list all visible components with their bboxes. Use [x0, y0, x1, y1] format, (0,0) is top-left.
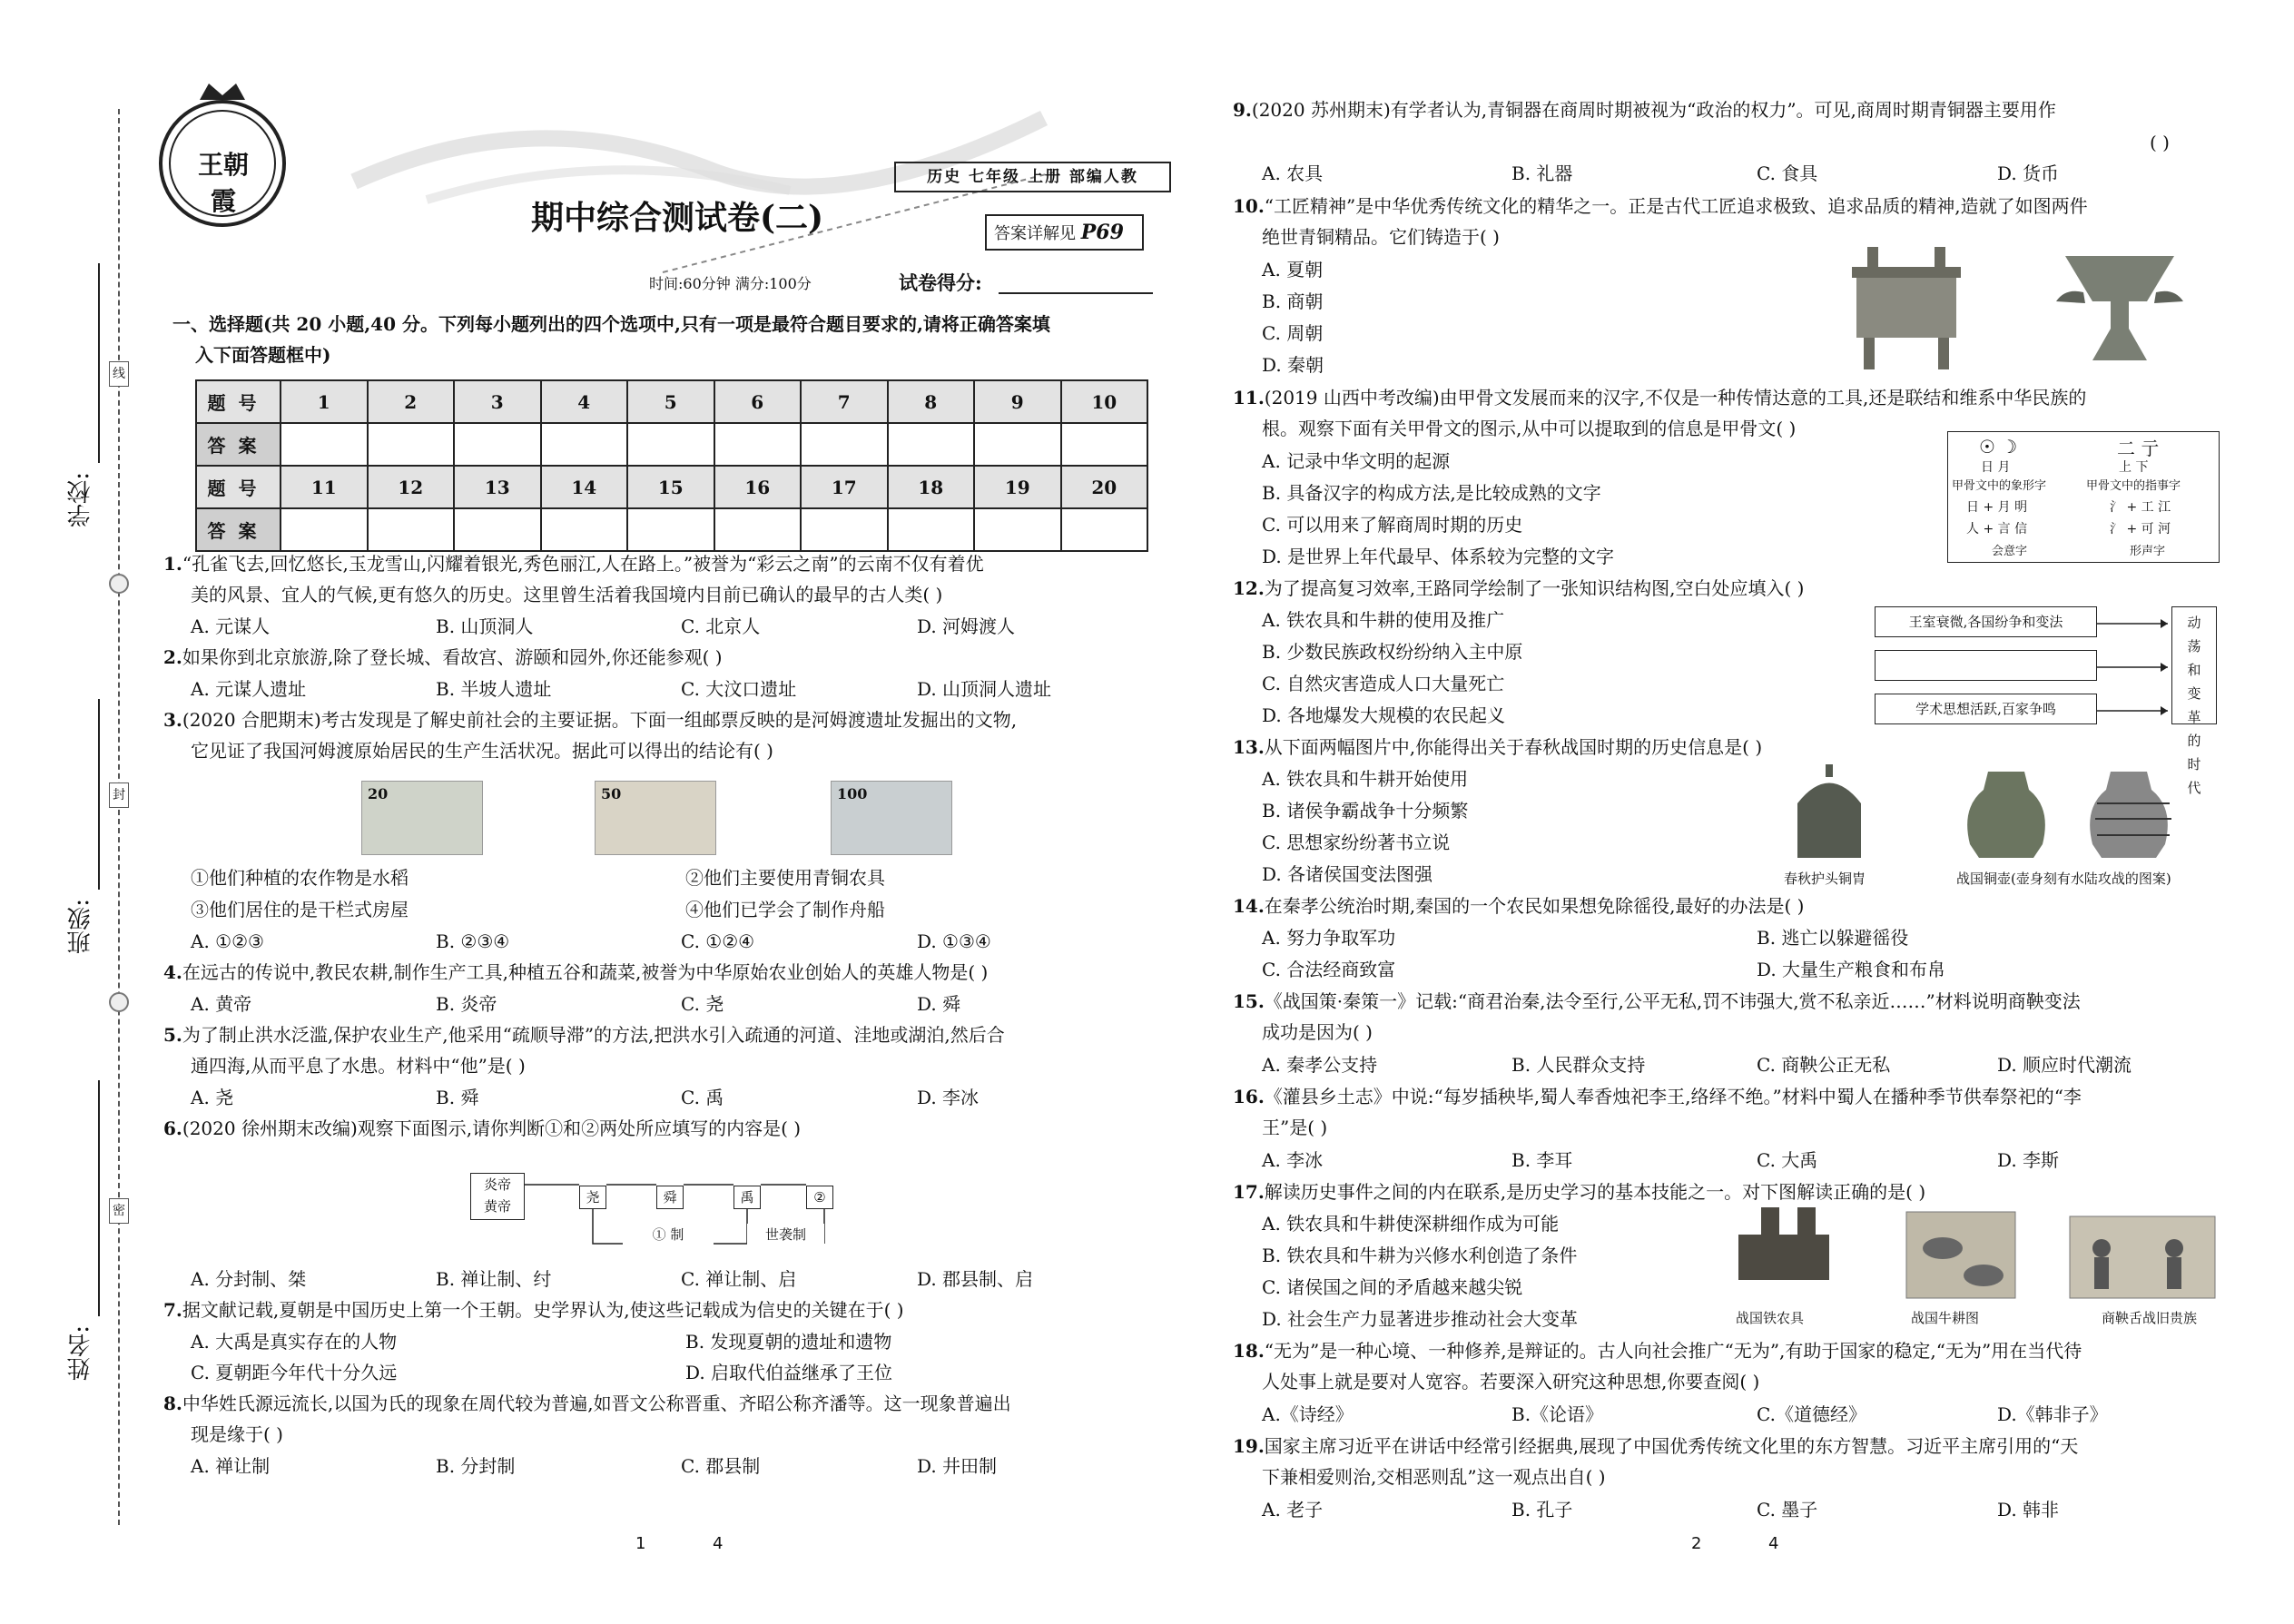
- q-number: 19: [974, 466, 1061, 508]
- q12-box-era: 动荡和变革的时代: [2171, 606, 2217, 724]
- q19-option-d[interactable]: D. 韩非: [1997, 1499, 2060, 1521]
- answer-cell[interactable]: [714, 508, 802, 551]
- q10-option-a[interactable]: A. 夏朝: [1262, 259, 1324, 281]
- q-number: 16: [714, 466, 802, 508]
- question-1-cont: 美的风景、宜人的气候,更有悠久的历史。这里曾生活着我国境内目前已确认的最早的古人类( ): [191, 584, 943, 605]
- q9-option-d[interactable]: D. 货币: [1997, 162, 2060, 184]
- q16-option-b[interactable]: B. 李耳: [1511, 1149, 1573, 1171]
- q12-box-schools: 学术思想活跃,百家争鸣: [1875, 694, 2097, 724]
- q4-option-c[interactable]: C. 尧: [681, 993, 724, 1015]
- q17-option-a[interactable]: A. 铁农具和牛耕使深耕细作成为可能: [1262, 1213, 1560, 1235]
- q17-option-d[interactable]: D. 社会生产力显著进步推动社会大变革: [1262, 1308, 1579, 1330]
- question-8: 8.中华姓氏源远流长,以国为氏的现象在周代较为普遍,如晋文公称晋重、齐昭公称齐潘等。这一现象普遍出: [163, 1393, 1011, 1414]
- answer-cell[interactable]: [974, 508, 1061, 551]
- q6-option-d[interactable]: D. 郡县制、启: [917, 1268, 1034, 1290]
- q-number: 12: [368, 466, 455, 508]
- answer-cell[interactable]: [801, 423, 888, 466]
- q6-box-shun: 舜: [656, 1186, 684, 1209]
- q5-option-a[interactable]: A. 尧: [191, 1087, 234, 1108]
- q18-option-d[interactable]: D.《韩非子》: [1997, 1403, 2108, 1425]
- q17-option-b[interactable]: B. 铁农具和牛耕为兴修水利创造了条件: [1262, 1245, 1578, 1266]
- logo-text: 王朝霞: [197, 150, 249, 216]
- q2-option-a[interactable]: A. 元谋人遗址: [191, 678, 307, 700]
- q6-option-b[interactable]: B. 禅让制、纣: [436, 1268, 552, 1290]
- answer-cell[interactable]: [627, 508, 714, 551]
- q13-option-d[interactable]: D. 各诸侯国变法图强: [1262, 863, 1433, 885]
- iron-tool-caption: 战国铁农具: [1736, 1310, 1805, 1326]
- q18-option-c[interactable]: C.《道德经》: [1757, 1403, 1866, 1425]
- q10-option-c[interactable]: C. 周朝: [1262, 322, 1324, 344]
- oracle-script-figure: ☉ ☽ 二 亍 日 月 上 下 甲骨文中的象形字 甲骨文中的指事字 日 + 月 明 氵 + 工 江 人 + 言 信 氵 + 可 河 会意字 形声字: [1947, 431, 2220, 563]
- q17-images: [1729, 1207, 2220, 1303]
- q-number: 8: [888, 380, 975, 423]
- q13-option-b[interactable]: B. 诸侯争霸战争十分频繁: [1262, 800, 1469, 822]
- subject-tag: 历史 七年级 上册 部编人教: [894, 162, 1171, 192]
- q1-option-d[interactable]: D. 河姆渡人: [917, 615, 1016, 637]
- answer-ref-box: [985, 214, 1144, 251]
- a-label: 答案: [196, 508, 281, 551]
- q-number: 11: [281, 466, 368, 508]
- q6-label-hereditary: 世袭制: [747, 1224, 824, 1247]
- question-6: 6.(2020 徐州期末改编)观察下面图示,请你判断①和②两处所应填写的内容是( ): [163, 1117, 802, 1139]
- q13-option-c[interactable]: C. 思想家纷纷著书立说: [1262, 832, 1451, 853]
- q1-option-a[interactable]: A. 元谋人: [191, 615, 271, 637]
- question-5-cont: 通四海,从而平息了水患。材料中“他”是( ): [191, 1055, 526, 1077]
- answer-cell[interactable]: [281, 423, 368, 466]
- q9-option-a[interactable]: A. 农具: [1262, 162, 1324, 184]
- q4-option-b[interactable]: B. 炎帝: [436, 993, 497, 1015]
- stamp-image: 20: [361, 781, 483, 855]
- question-2: 2.如果你到北京旅游,除了登长城、看故宫、游颐和园外,你还能参观( ): [163, 646, 723, 668]
- answer-table: [195, 379, 1148, 552]
- q3-statement-2: ②他们主要使用青铜农具: [685, 867, 885, 889]
- indicative-glyphs: 二 亍: [2117, 438, 2160, 459]
- name-field[interactable]: [98, 1080, 100, 1316]
- question-16-cont: 王”是( ): [1262, 1117, 1328, 1138]
- question-16: 16.《灌县乡土志》中说:“每岁插秧毕,蜀人奉香烛祀李王,络绎不绝。”材料中蜀人在播种季节供奉祭祀的“李: [1233, 1086, 2082, 1107]
- q9-option-b[interactable]: B. 礼器: [1511, 162, 1573, 184]
- school-field[interactable]: [98, 263, 100, 463]
- q-label: 题号: [196, 380, 281, 423]
- answer-cell[interactable]: [627, 423, 714, 466]
- question-3: 3.(2020 合肥期末)考古发现是了解史前社会的主要证据。下面一组邮票反映的是河姆渡遗址发掘出的文物,: [163, 709, 1018, 731]
- q3-option-d[interactable]: D. ①③④: [917, 930, 991, 952]
- binding-mark-line: 线: [109, 361, 129, 387]
- answer-cell[interactable]: [281, 508, 368, 551]
- answer-cell[interactable]: [368, 423, 455, 466]
- question-15: 15.《战国策·秦策一》记载:“商君治秦,法令至行,公平无私,罚不讳强大,赏不私亲近……”材料说明商鞅变法: [1233, 990, 2081, 1012]
- a-label: 答案: [196, 423, 281, 466]
- page-number-right: 2: [1691, 1534, 1702, 1553]
- q15-option-a[interactable]: A. 秦孝公支持: [1262, 1054, 1378, 1076]
- q18-option-a[interactable]: A.《诗经》: [1262, 1403, 1354, 1425]
- q6-box-blank-2: ②: [806, 1186, 833, 1209]
- q-number: 10: [1061, 380, 1148, 423]
- q8-option-a[interactable]: A. 禅让制: [191, 1455, 271, 1477]
- q-number: 20: [1061, 466, 1148, 508]
- q12-arrows: [2097, 608, 2170, 726]
- table-row: [196, 466, 1147, 508]
- q15-option-c[interactable]: C. 商鞅公正无私: [1757, 1054, 1891, 1076]
- q12-option-b[interactable]: B. 少数民族政权纷纷纳入主中原: [1262, 641, 1523, 663]
- question-12: 12.为了提高复习效率,王路同学绘制了一张知识结构图,空白处应填入( ): [1233, 577, 1805, 599]
- question-18-cont: 人处事上就是要对人宽容。若要深入研究这种思想,你要查阅( ): [1262, 1371, 1760, 1393]
- q19-option-c[interactable]: C. 墨子: [1757, 1499, 1818, 1521]
- q6-label-blank-1: ① 制: [623, 1224, 714, 1247]
- q-label: 题号: [196, 466, 281, 508]
- question-7: 7.据文献记载,夏朝是中国历史上第一个王朝。史学界认为,使这些记载成为信史的关键在于( ): [163, 1299, 904, 1321]
- question-19: 19.国家主席习近平在讲话中经常引经据典,展现了中国优秀传统文化里的东方智慧。习近平主席引用的“天: [1233, 1435, 2079, 1457]
- question-5: 5.为了制止洪水泛滥,保护农业生产,他采用“疏顺导滞”的方法,把洪水引入疏通的河道、洼地或湖泊,然后合: [163, 1024, 1005, 1046]
- q8-option-c[interactable]: C. 郡县制: [681, 1455, 761, 1477]
- q14-option-a[interactable]: A. 努力争取军功: [1262, 927, 1396, 949]
- page-total-right: 4: [1768, 1534, 1779, 1553]
- answer-cell[interactable]: [454, 423, 541, 466]
- q12-option-d[interactable]: D. 各地爆发大规模的农民起义: [1262, 704, 1506, 726]
- q12-box-blank: [1875, 650, 2097, 681]
- answer-cell[interactable]: [454, 508, 541, 551]
- table-row: [196, 508, 1147, 551]
- q10-option-b[interactable]: B. 商朝: [1262, 290, 1324, 312]
- q13-option-a[interactable]: A. 铁农具和牛耕开始使用: [1262, 768, 1469, 790]
- shang-yang-caption: 商鞅舌战旧贵族: [2102, 1310, 2198, 1326]
- q3-statement-4: ④他们已学会了制作舟船: [685, 899, 885, 920]
- q-number: 17: [801, 466, 888, 508]
- question-10-cont: 绝世青铜精品。它们铸造于( ): [1262, 226, 1500, 248]
- punch-hole-icon: [109, 574, 129, 594]
- time-info: 时间:60分钟 满分:100分: [649, 275, 812, 292]
- q3-option-a[interactable]: A. ①②③: [191, 930, 264, 952]
- question-13: 13.从下面两幅图片中,你能得出关于春秋战国时期的历史信息是( ): [1233, 736, 1763, 758]
- q1-option-c[interactable]: C. 北京人: [681, 615, 761, 637]
- q-number: 3: [454, 380, 541, 423]
- q-number: 13: [454, 466, 541, 508]
- page-title: 期中综合测试卷(二): [531, 199, 824, 237]
- q2-option-c[interactable]: C. 大汶口遗址: [681, 678, 797, 700]
- stamp-image: 100: [831, 781, 952, 855]
- answer-ref-text: 答案详解见: [994, 224, 1076, 243]
- q6-box-yandi-huangdi: 炎帝 黄帝: [470, 1173, 525, 1220]
- score-field[interactable]: [999, 292, 1153, 294]
- q7-option-d[interactable]: D. 启取代伯益继承了王位: [685, 1362, 893, 1383]
- question-11-cont: 根。观察下面有关甲骨文的图示,从中可以提取到的信息是甲骨文( ): [1262, 418, 1797, 439]
- table-row: [196, 380, 1147, 423]
- answer-cell[interactable]: [1061, 423, 1148, 466]
- q-number: 18: [888, 466, 975, 508]
- binding-mark-seal: 封: [109, 782, 129, 808]
- q1-option-b[interactable]: B. 山顶洞人: [436, 615, 534, 637]
- q12-option-c[interactable]: C. 自然灾害造成人口大量死亡: [1262, 673, 1505, 694]
- q12-box-royal-decline: 王室衰微,各国纷争和变法: [1875, 606, 2097, 637]
- answer-cell[interactable]: [368, 508, 455, 551]
- q8-option-b[interactable]: B. 分封制: [436, 1455, 516, 1477]
- q11-option-b[interactable]: B. 具备汉字的构成方法,是比较成熟的文字: [1262, 482, 1601, 504]
- q15-option-b[interactable]: B. 人民群众支持: [1511, 1054, 1646, 1076]
- helmet-caption: 春秋护头铜胄: [1784, 871, 1866, 887]
- question-4: 4.在远古的传说中,教民农耕,制作生产工具,种植五谷和蔬菜,被誉为中华原始农业创始人的英雄人物是( ): [163, 961, 989, 983]
- q11-option-a[interactable]: A. 记录中华文明的起源: [1262, 450, 1451, 472]
- page-number-left: 1: [635, 1534, 646, 1553]
- q5-option-c[interactable]: C. 禹: [681, 1087, 724, 1108]
- q5-option-b[interactable]: B. 舜: [436, 1087, 479, 1108]
- q3-option-b[interactable]: B. ②③④: [436, 930, 510, 952]
- q-number: 6: [714, 380, 802, 423]
- bronze-vessels-image: [1847, 247, 2229, 374]
- bronze-helmet-and-pot-image: [1793, 763, 2229, 862]
- q2-option-b[interactable]: B. 半坡人遗址: [436, 678, 552, 700]
- section1-instruction-cont: 入下面答题框中): [195, 344, 331, 366]
- q15-option-d[interactable]: D. 顺应时代潮流: [1997, 1054, 2132, 1076]
- binding-dashed-line: [118, 109, 120, 1525]
- q16-option-c[interactable]: C. 大禹: [1757, 1149, 1818, 1171]
- q10-option-d[interactable]: D. 秦朝: [1262, 354, 1324, 376]
- q-number: 4: [541, 380, 628, 423]
- q11-option-c[interactable]: C. 可以用来了解商周时期的历史: [1262, 514, 1523, 536]
- q-number: 1: [281, 380, 368, 423]
- q14-option-c[interactable]: C. 合法经商致富: [1262, 959, 1396, 980]
- q16-option-d[interactable]: D. 李斯: [1997, 1149, 2060, 1171]
- punch-hole-icon: [109, 992, 129, 1012]
- q2-option-d[interactable]: D. 山顶洞人遗址: [917, 678, 1052, 700]
- answer-ref-page: P69: [1080, 221, 1124, 244]
- q8-option-d[interactable]: D. 井田制: [917, 1455, 998, 1477]
- q-number: 15: [627, 466, 714, 508]
- answer-cell[interactable]: [888, 508, 975, 551]
- q-number: 14: [541, 466, 628, 508]
- question-17: 17.解读历史事件之间的内在联系,是历史学习的基本技能之一。对下图解读正确的是( ): [1233, 1181, 1926, 1203]
- q3-statement-1: ①他们种植的农作物是水稻: [191, 867, 409, 889]
- q19-option-a[interactable]: A. 老子: [1262, 1499, 1324, 1521]
- q-number: 5: [627, 380, 714, 423]
- q16-option-a[interactable]: A. 李冰: [1262, 1149, 1324, 1171]
- q6-option-c[interactable]: C. 禅让制、启: [681, 1268, 797, 1290]
- answer-cell[interactable]: [888, 423, 975, 466]
- q-number: 9: [974, 380, 1061, 423]
- table-row: [196, 423, 1147, 466]
- ox-plow-caption: 战国牛耕图: [1911, 1310, 1980, 1326]
- q6-option-a[interactable]: A. 分封制、桀: [191, 1268, 307, 1290]
- q4-option-d[interactable]: D. 舜: [917, 993, 961, 1015]
- q6-box-yao: 尧: [579, 1186, 606, 1209]
- section1-instruction: 一、选择题(共 20 小题,40 分。下列每小题列出的四个选项中,只有一项是最符合题目要求的,请将正确答案填: [172, 313, 1050, 335]
- q12-option-a[interactable]: A. 铁农具和牛耕的使用及推广: [1262, 609, 1505, 631]
- q-number: 7: [801, 380, 888, 423]
- q6-box-yu: 禹: [733, 1186, 761, 1209]
- class-field[interactable]: [98, 699, 100, 890]
- binding-mark-secret: 密: [109, 1198, 129, 1224]
- question-10: 10.“工匠精神”是中华优秀传统文化的精华之一。正是古代工匠追求极致、追求品质的精神,造就了如图两件: [1233, 195, 2088, 217]
- answer-cell[interactable]: [714, 423, 802, 466]
- pot-caption: 战国铜壶(壶身刻有水陆攻战的图案): [1956, 871, 2171, 887]
- q17-option-c[interactable]: C. 诸侯国之间的矛盾越来越尖锐: [1262, 1276, 1523, 1298]
- stamp-image: 50: [595, 781, 716, 855]
- q3-statement-3: ③他们居住的是干栏式房屋: [191, 899, 409, 920]
- answer-cell[interactable]: [541, 423, 628, 466]
- score-label: 试卷得分:: [899, 271, 982, 294]
- q14-option-d[interactable]: D. 大量生产粮食和布帛: [1757, 959, 1946, 980]
- q7-option-a[interactable]: A. 大禹是真实存在的人物: [191, 1331, 398, 1353]
- q3-option-c[interactable]: C. ①②④: [681, 930, 755, 952]
- q14-option-b[interactable]: B. 逃亡以躲避徭役: [1757, 927, 1909, 949]
- q7-option-b[interactable]: B. 发现夏朝的遗址和遗物: [685, 1331, 892, 1353]
- class-label: 班级:: [67, 899, 94, 954]
- q18-option-b[interactable]: B.《论语》: [1511, 1403, 1604, 1425]
- answer-cell[interactable]: [1061, 508, 1148, 551]
- q9-option-c[interactable]: C. 食具: [1757, 162, 1818, 184]
- pictograph-glyphs: ☉ ☽: [1979, 436, 2018, 458]
- answer-cell[interactable]: [974, 423, 1061, 466]
- question-1: 1.“孔雀飞去,回忆悠长,玉龙雪山,闪耀着银光,秀色丽江,人在路上。”被誉为“彩云之南”的云南不仅有着优: [163, 553, 984, 575]
- question-9: 9.(2020 苏州期末)有学者认为,青铜器在商周时期被视为“政治的权力”。可见,商周时期青铜器主要用作: [1233, 99, 2056, 121]
- q5-option-d[interactable]: D. 李冰: [917, 1087, 980, 1108]
- school-label: 学校:: [67, 472, 94, 527]
- q19-option-b[interactable]: B. 孔子: [1511, 1499, 1573, 1521]
- q11-option-d[interactable]: D. 是世界上年代最早、体系较为完整的文字: [1262, 546, 1615, 567]
- q7-option-c[interactable]: C. 夏朝距今年代十分久远: [191, 1362, 398, 1383]
- question-8-cont: 现是缘于( ): [191, 1423, 283, 1445]
- question-18: 18.“无为”是一种心境、一种修养,是辩证的。古人向社会推广“无为”,有助于国家的稳定,“无为”用在当代待: [1233, 1340, 2082, 1362]
- question-11: 11.(2019 山西中考改编)由甲骨文发展而来的汉字,不仅是一种传情达意的工具,还是联结和维系中华民族的: [1233, 387, 2087, 408]
- q9-paren: ( ): [2150, 132, 2170, 153]
- question-15-cont: 成功是因为( ): [1262, 1021, 1373, 1043]
- q-number: 2: [368, 380, 455, 423]
- question-14: 14.在秦孝公统治时期,秦国的一个农民如果想免除徭役,最好的办法是( ): [1233, 895, 1805, 917]
- q4-option-a[interactable]: A. 黄帝: [191, 993, 252, 1015]
- page-total-left: 4: [713, 1534, 724, 1553]
- question-3-cont: 它见证了我国河姆渡原始居民的生产生活状况。据此可以得出的结论有( ): [191, 740, 773, 762]
- question-19-cont: 下兼相爱则治,交相恶则乱”这一观点出自( ): [1262, 1466, 1606, 1488]
- answer-cell[interactable]: [801, 508, 888, 551]
- name-label: 姓名:: [67, 1325, 94, 1381]
- answer-cell[interactable]: [541, 508, 628, 551]
